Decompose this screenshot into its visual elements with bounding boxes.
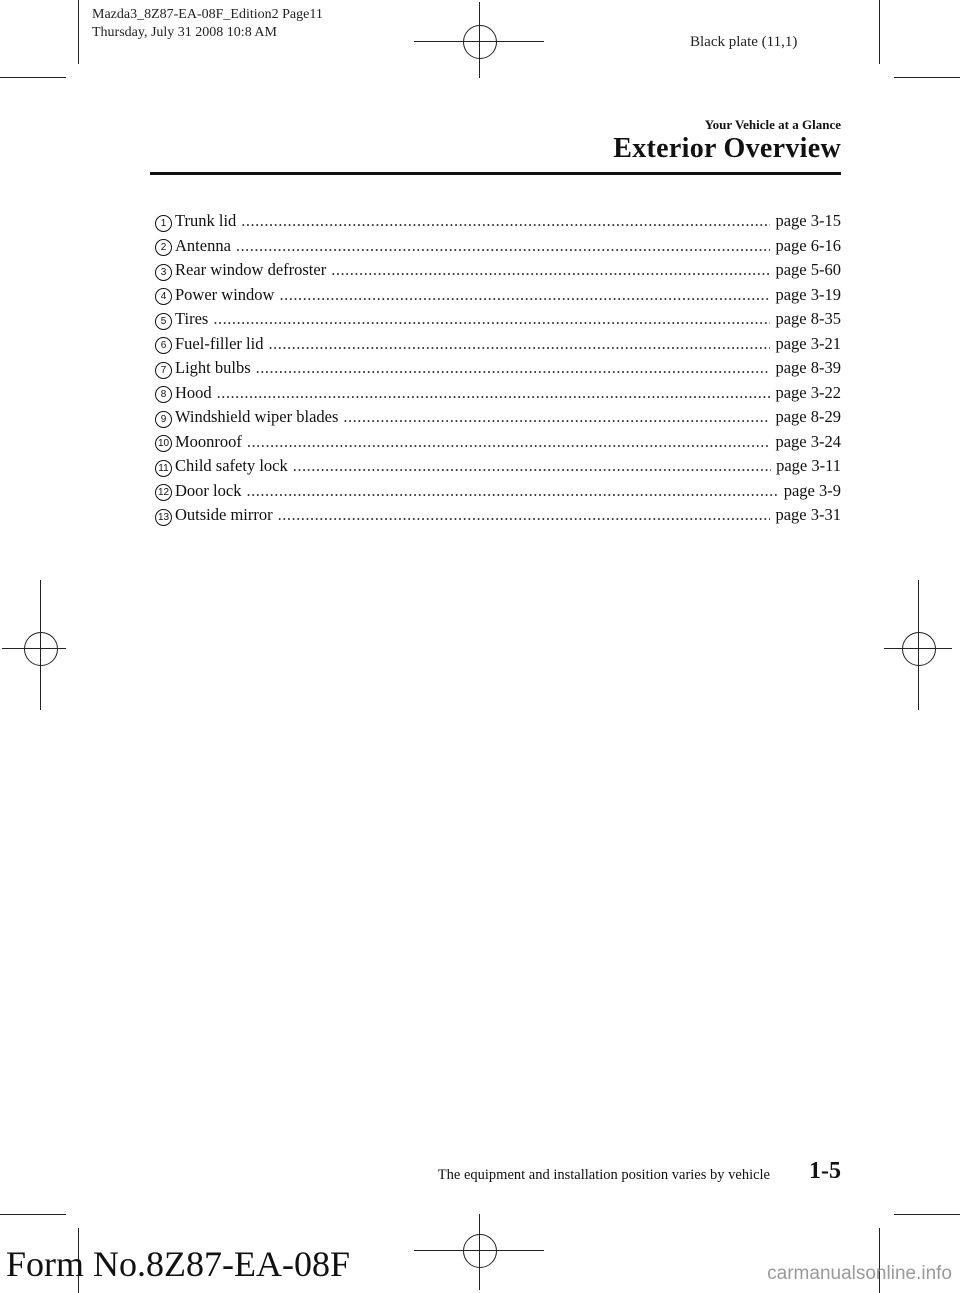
item-page-ref: page 3-11 <box>776 456 841 475</box>
item-label: Hood <box>175 382 212 402</box>
footer-note: The equipment and installation position varies by vehicle <box>437 1167 770 1183</box>
item-label: Power window <box>175 284 275 304</box>
list-item <box>155 432 841 457</box>
print-meta <box>92 6 323 42</box>
item-label: Trunk lid <box>175 211 237 230</box>
page-number: 1-5 <box>809 1158 841 1184</box>
dot-leader <box>236 236 771 256</box>
item-number-circle: 13 <box>155 509 172 526</box>
dot-leader <box>278 505 771 525</box>
dot-leader <box>343 407 770 427</box>
item-number-circle: 3 <box>155 264 172 281</box>
item-number-circle: 8 <box>155 386 172 403</box>
item-label: Windshield wiper blades <box>175 407 339 426</box>
dot-leader <box>241 211 770 231</box>
dot-leader <box>268 334 770 354</box>
form-number: Form No.8Z87-EA-08F <box>6 1244 350 1284</box>
item-number-circle: 1 <box>155 215 172 232</box>
dot-leader <box>279 285 770 305</box>
section-label: Your Vehicle at a Glance <box>704 117 841 132</box>
list-item <box>155 309 841 334</box>
item-page-ref: page 8-29 <box>775 407 841 426</box>
item-label: Outside mirror <box>175 505 273 524</box>
item-page-ref: page 8-35 <box>775 309 841 328</box>
item-number-circle: 4 <box>155 288 172 305</box>
dot-leader <box>256 358 771 378</box>
item-page-ref: page 3-21 <box>775 333 841 353</box>
plate-label: Black plate (11,1) <box>690 34 798 50</box>
item-number-circle: 12 <box>155 484 172 501</box>
item-label: Child safety lock <box>175 456 288 475</box>
print-meta-date: Thursday, July 31 2008 10:8 AM <box>92 25 277 40</box>
list-item <box>155 260 841 285</box>
item-label: Door lock <box>175 480 242 500</box>
dot-leader <box>217 383 771 403</box>
item-number-circle: 10 <box>155 435 172 452</box>
dot-leader <box>213 309 770 329</box>
item-number-circle: 11 <box>155 460 172 477</box>
dot-leader <box>246 481 778 501</box>
list-item <box>155 236 841 261</box>
item-page-ref: page 3-24 <box>775 431 841 451</box>
watermark: carmanualsonline.info <box>767 1263 952 1284</box>
title-rule <box>150 172 841 175</box>
list-item <box>155 285 841 310</box>
item-page-ref: page 3-15 <box>775 211 841 230</box>
item-page-ref: page 5-60 <box>775 260 841 279</box>
list-item <box>155 211 841 236</box>
item-page-ref: page 8-39 <box>775 358 841 377</box>
item-number-circle: 7 <box>155 362 172 379</box>
item-number-circle: 2 <box>155 239 172 256</box>
page-title: Exterior Overview <box>613 133 841 164</box>
list-item <box>155 407 841 432</box>
list-item <box>155 358 841 383</box>
item-number-circle: 6 <box>155 337 172 354</box>
item-label: Tires <box>175 309 209 328</box>
index-list <box>155 211 841 530</box>
item-label: Rear window defroster <box>175 260 327 279</box>
list-item <box>155 505 841 530</box>
item-number-circle: 5 <box>155 313 172 330</box>
dot-leader <box>331 260 770 280</box>
item-label: Moonroof <box>175 431 242 451</box>
item-label: Fuel-filler lid <box>175 333 264 353</box>
dot-leader <box>293 456 771 476</box>
list-item <box>155 456 841 481</box>
list-item <box>155 383 841 408</box>
item-page-ref: page 3-22 <box>775 382 841 402</box>
item-page-ref: page 3-9 <box>783 480 841 500</box>
print-meta-file: Mazda3_8Z87-EA-08F_Edition2 Page11 <box>92 7 323 22</box>
item-number-circle: 9 <box>155 411 172 428</box>
item-page-ref: page 3-31 <box>775 505 841 524</box>
list-item <box>155 481 841 506</box>
item-page-ref: page 3-19 <box>775 284 841 304</box>
list-item <box>155 334 841 359</box>
item-page-ref: page 6-16 <box>775 235 841 255</box>
dot-leader <box>247 432 771 452</box>
item-label: Antenna <box>175 235 231 255</box>
item-label: Light bulbs <box>175 358 251 377</box>
